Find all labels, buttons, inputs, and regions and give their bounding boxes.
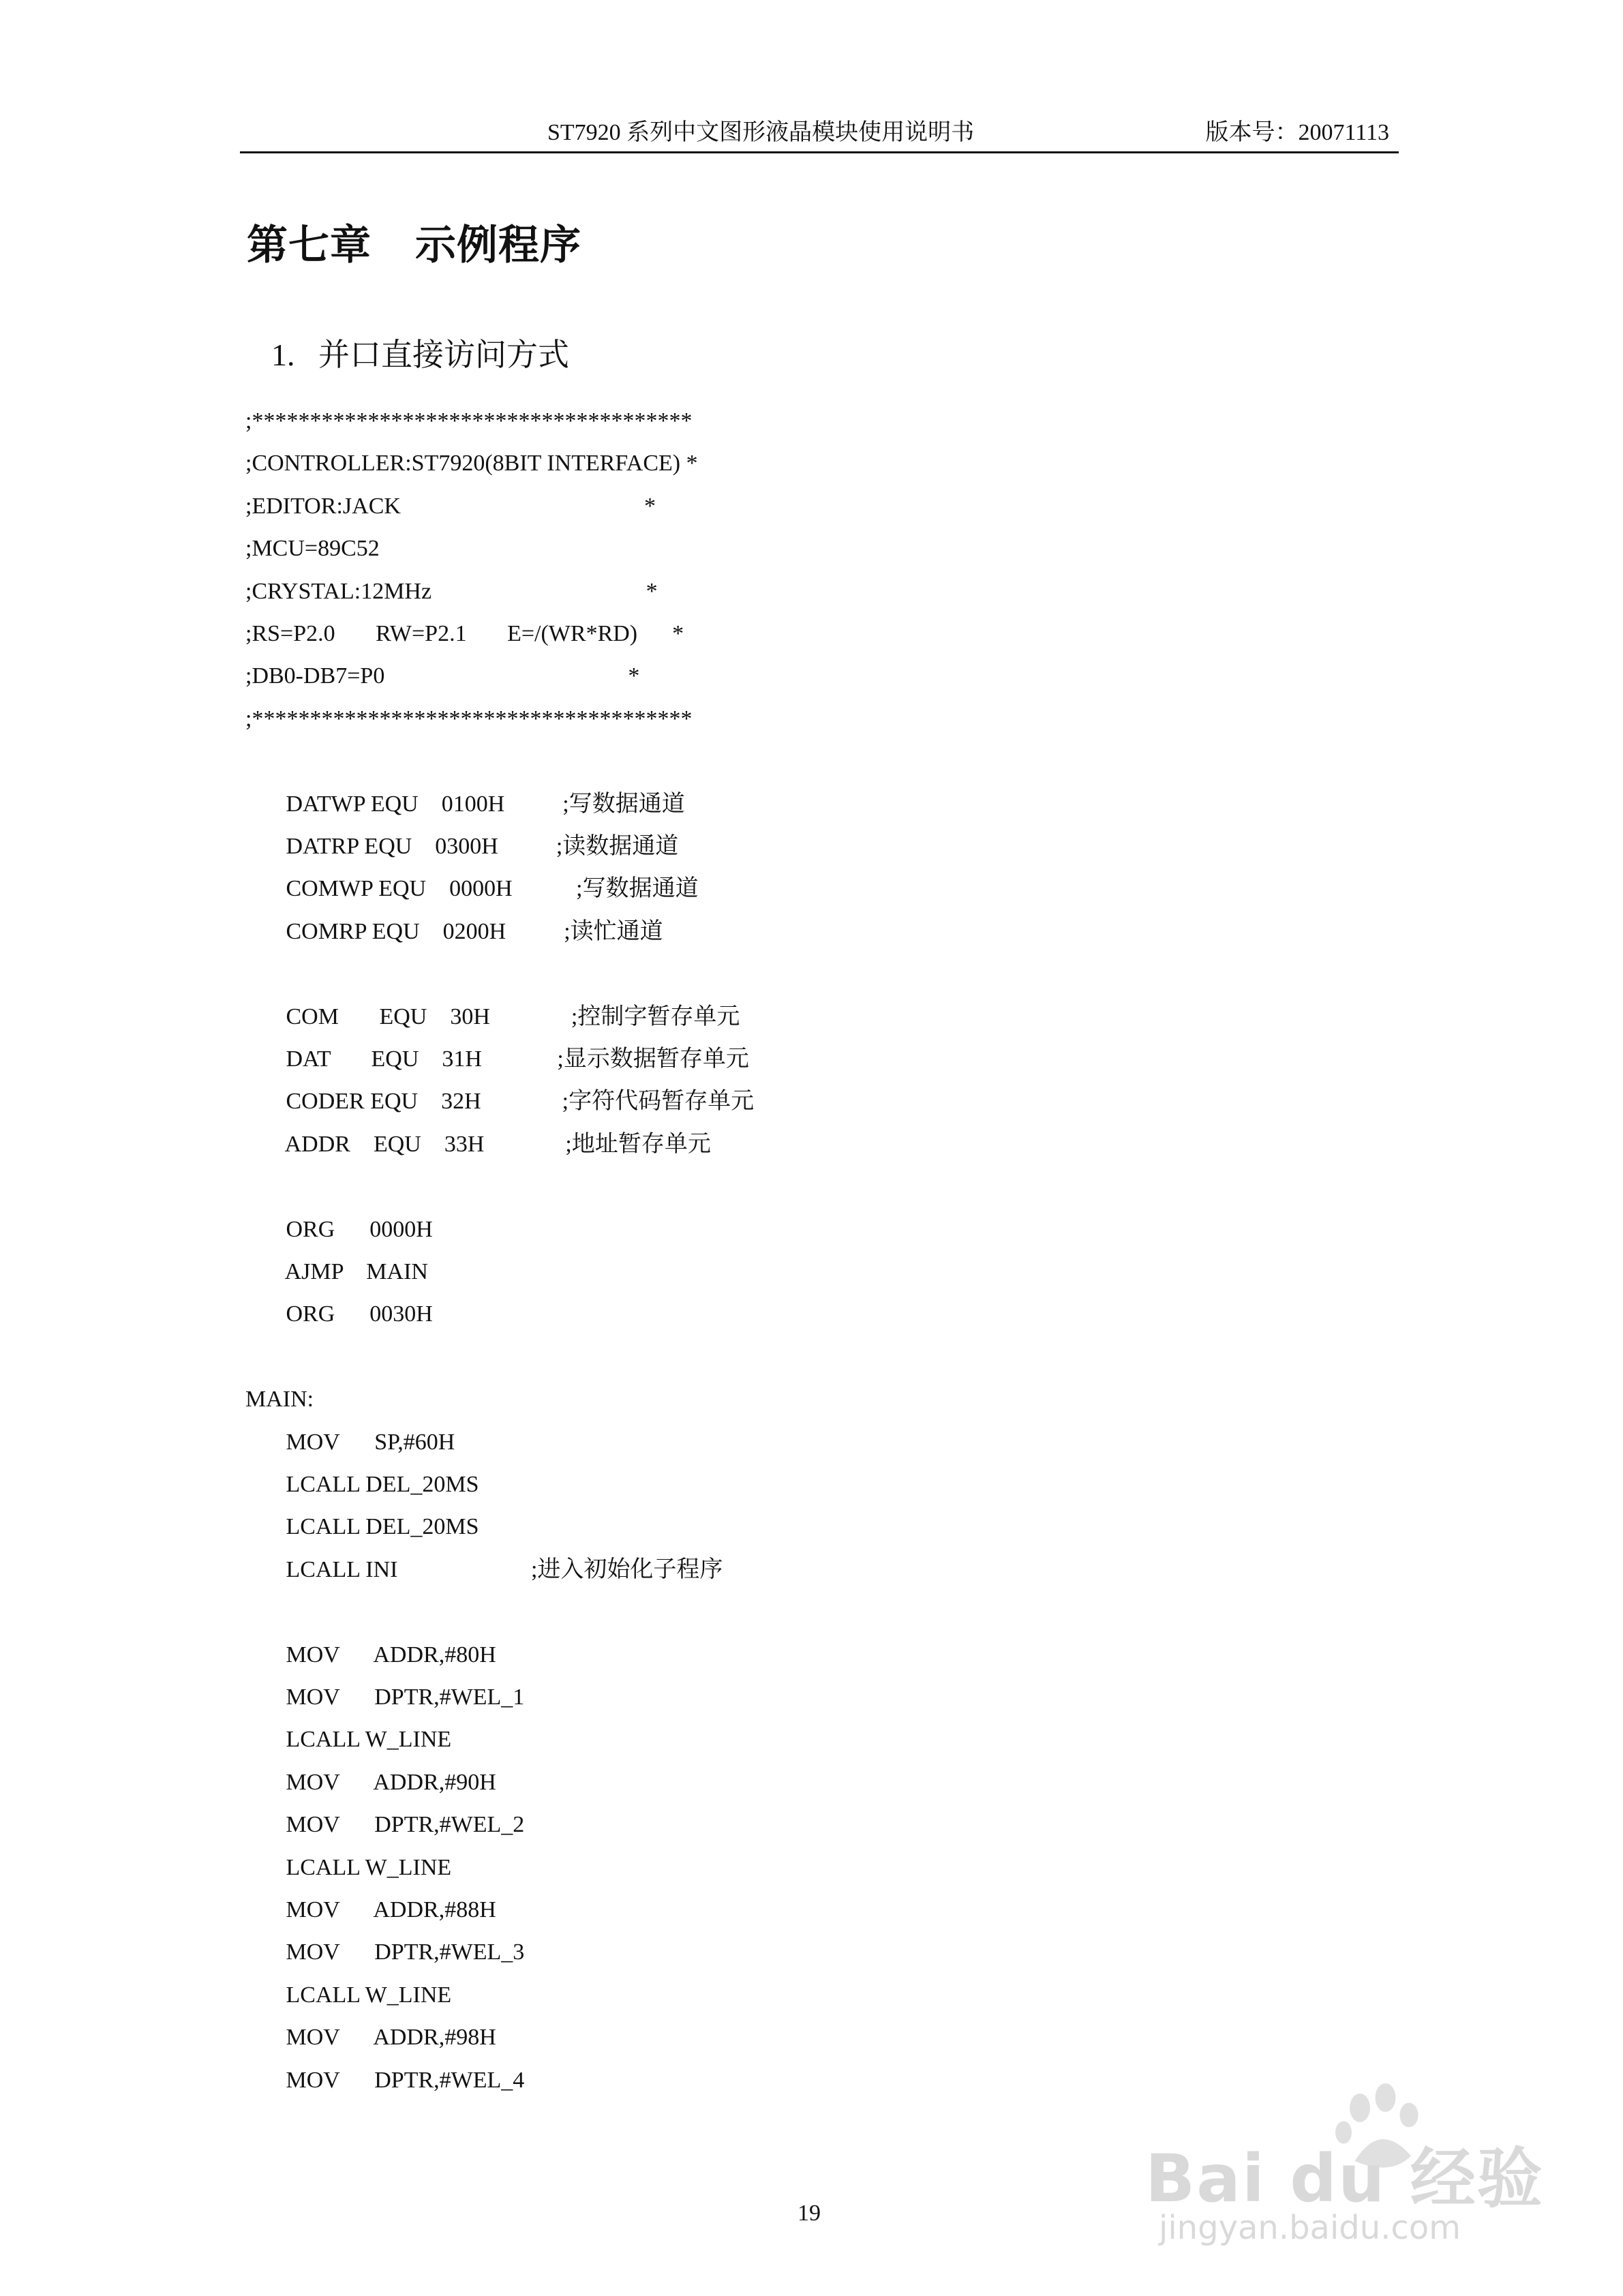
code-line: ;************************************** (245, 706, 693, 731)
code-line: COMRP EQU 0200H ;读忙通道 (245, 918, 663, 944)
code-line: AJMP MAIN (245, 1259, 428, 1284)
code-line: ADDR EQU 33H ;地址暂存单元 (245, 1131, 711, 1157)
code-line: MOV SP,#60H (245, 1429, 455, 1455)
code-line: ORG 0030H (245, 1301, 433, 1327)
code-line: MOV DPTR,#WEL_3 (245, 1939, 525, 1965)
section-title: 1. 并口直接访问方式 (271, 337, 569, 372)
code-line: MOV ADDR,#80H (245, 1642, 496, 1667)
code-line: COMWP EQU 0000H ;写数据通道 (245, 876, 699, 902)
code-line: LCALL DEL_20MS (245, 1472, 479, 1497)
baidu-jingyan-watermark (1125, 2079, 1588, 2256)
chapter-title: 第七章 示例程序 (247, 223, 581, 268)
watermark-url-text: jingyan.baidu.com (1159, 2209, 1461, 2247)
paw-logo-icon (1329, 2079, 1431, 2181)
code-line: LCALL W_LINE (245, 1982, 452, 2008)
code-line: ;MCU=89C52 (245, 536, 380, 562)
page-number: 19 (798, 2201, 821, 2226)
code-line: MOV DPTR,#WEL_4 (245, 2067, 525, 2093)
code-line: ;************************************** (245, 408, 693, 434)
code-line: ;CONTROLLER:ST7920(8BIT INTERFACE) * (245, 451, 698, 477)
code-line: MOV ADDR,#98H (245, 2025, 496, 2051)
watermark-logo-text: Bai du 经验 (1145, 2141, 1544, 2217)
code-line: LCALL INI ;进入初始化子程序 (245, 1556, 723, 1582)
code-line: ;RS=P2.0 RW=P2.1 E=/(WR*RD) * (245, 621, 684, 646)
code-line: COM EQU 30H ;控制字暂存单元 (245, 1003, 740, 1029)
code-line: MOV ADDR,#90H (245, 1769, 496, 1795)
code-line: ;CRYSTAL:12MHz * (245, 578, 658, 604)
code-line: DATWP EQU 0100H ;写数据通道 (245, 791, 685, 817)
code-line: MOV DPTR,#WEL_2 (245, 1812, 525, 1838)
code-line: CODER EQU 32H ;字符代码暂存单元 (245, 1089, 755, 1115)
code-line: MOV DPTR,#WEL_1 (245, 1685, 525, 1710)
page-header (240, 109, 1399, 153)
code-line: DAT EQU 31H ;显示数据暂存单元 (245, 1046, 749, 1072)
code-line: ;DB0-DB7=P0 * (245, 663, 640, 689)
header-version: 版本号：20071113 (1205, 120, 1389, 145)
code-line: MOV ADDR,#88H (245, 1897, 496, 1922)
code-line: LCALL W_LINE (245, 1727, 452, 1753)
code-line: ORG 0000H (245, 1216, 433, 1242)
code-line: LCALL W_LINE (245, 1854, 452, 1880)
code-line: MAIN: (245, 1387, 314, 1413)
code-line: DATRP EQU 0300H ;读数据通道 (245, 834, 679, 859)
code-line: ;EDITOR:JACK * (245, 493, 656, 519)
header-title: ST7920 系列中文图形液晶模块使用说明书 (547, 120, 975, 145)
code-line: LCALL DEL_20MS (245, 1514, 479, 1540)
